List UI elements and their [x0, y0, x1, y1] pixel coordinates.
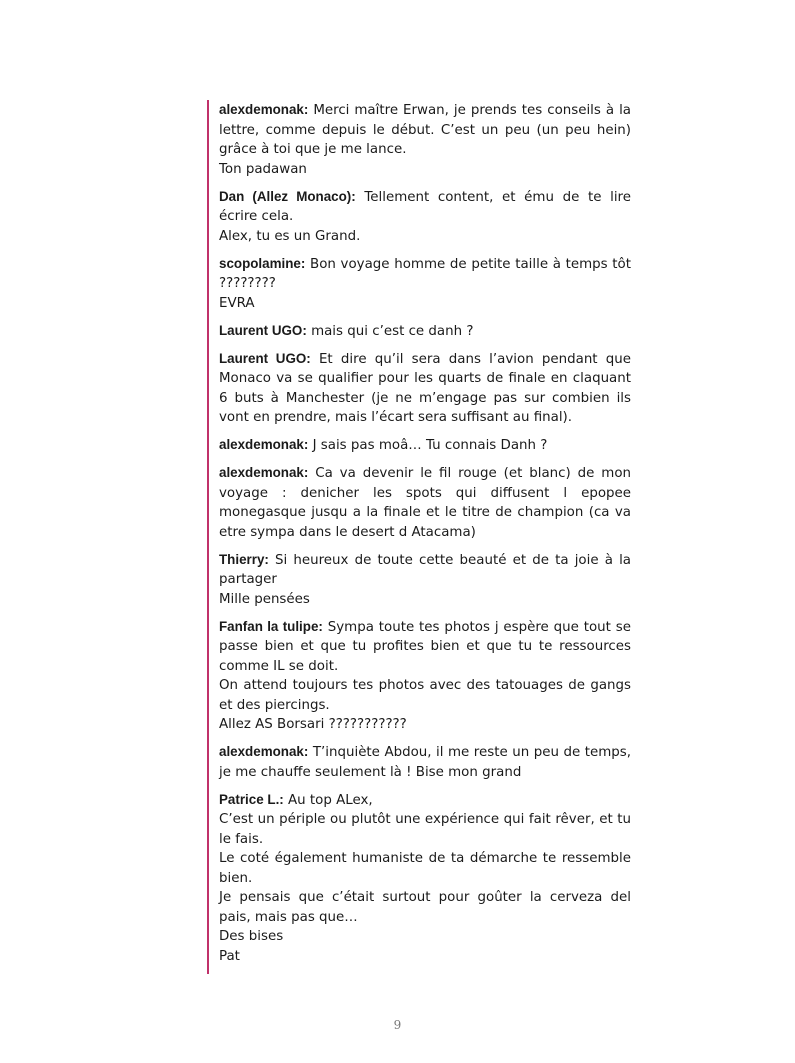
comment-text: mais qui c’est ce danh ?: [311, 323, 474, 339]
comment-author: alexdemonak:: [219, 437, 309, 452]
comment: [219, 254, 631, 314]
comment-text: Au top ALex,: [288, 792, 373, 808]
comment-author: scopolamine:: [219, 255, 306, 271]
page-number: 9: [393, 1018, 402, 1032]
comment: [219, 321, 631, 342]
comment: [219, 187, 631, 247]
comment-line: Ton padawan: [219, 161, 307, 177]
comment-text: T’inquiète Abdou, il me reste un peu de temps, je me chauffe seulement là ! Bise mon grand: [219, 745, 631, 780]
comment-text: Bon voyage homme de petite taille à temps tôt ????????: [219, 256, 631, 291]
comment-text: Sympa toute tes photos j espère que tout se passe bien et que tu profites bien et que tu te ressources comme IL se doit.: [219, 619, 631, 674]
comment-line: Pat: [219, 948, 240, 964]
comment: [219, 617, 631, 735]
comment-author: Laurent UGO:: [219, 350, 311, 366]
comment-author: Fanfan la tulipe:: [219, 618, 323, 634]
comment-line: On attend toujours tes photos avec des tatouages de gangs et des piercings.: [219, 678, 631, 713]
comment-author: alexdemonak:: [219, 744, 309, 759]
comment-author: Thierry:: [219, 551, 269, 567]
comment-line: EVRA: [219, 295, 255, 311]
comment-thread: [207, 100, 631, 974]
comment: [219, 790, 631, 967]
comment-author: Patrice L.:: [219, 791, 284, 807]
comment: [219, 435, 631, 456]
comment: [219, 100, 631, 179]
comment-author: Laurent UGO:: [219, 322, 307, 338]
comment: [219, 742, 631, 782]
comment-line: Allez AS Borsari ???????????: [219, 717, 407, 732]
comment-text: Ca va devenir le fil rouge (et blanc) de mon voyage : denicher les spots qui diffusent l epopee monegasque jusqu a la finale et le titre de champion (ca va etre sympa dans le desert d Atacama): [219, 466, 631, 540]
comment-text: J sais pas moâ… Tu connais Danh ?: [312, 438, 548, 453]
comment-text: Et dire qu’il sera dans l’avion pendant que Monaco va se qualifier pour les quarts de finale en claquant 6 buts à Manchester (je ne m’engage pas sur combien ils vont en prendre, mais l’écart sera suffisant au final).: [219, 351, 631, 425]
comment-line: Je pensais que c’était surtout pour goûter la cerveza del pais, mais pas que…: [219, 890, 631, 925]
comment-text: Merci maître Erwan, je prends tes conseils à la lettre, comme depuis le début. C’est un peu (un peu hein) grâce à toi que je me lance.: [219, 103, 631, 157]
comment-author: Dan (Allez Monaco):: [219, 188, 356, 204]
comment-line: Mille pensées: [219, 591, 310, 607]
comment-line: Des bises: [219, 929, 284, 944]
comment: [219, 463, 631, 542]
comment-line: Alex, tu es un Grand.: [219, 228, 361, 244]
comment-text: Tellement content, et ému de te lire écrire cela.: [219, 189, 631, 224]
comment-line: C’est un périple ou plutôt une expérience qui fait rêver, et tu le fais.: [219, 812, 631, 847]
comment: [219, 550, 631, 610]
comment-author: alexdemonak:: [219, 465, 309, 480]
comment: [219, 349, 631, 428]
comment-text: Si heureux de toute cette beauté et de ta joie à la partager: [219, 552, 632, 587]
comment-author: alexdemonak:: [219, 102, 309, 117]
comment-line: Le coté également humaniste de ta démarche te ressemble bien.: [219, 851, 631, 886]
